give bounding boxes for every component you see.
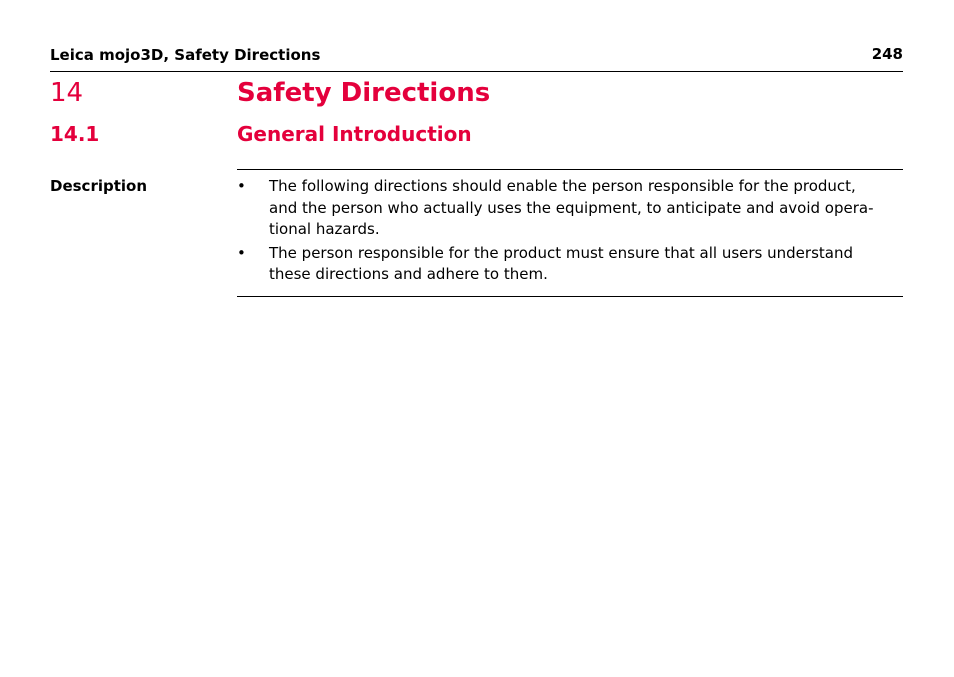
table-rule-top [237, 169, 903, 170]
section-title: General Introduction [237, 122, 472, 146]
table-rule-bottom [237, 296, 903, 297]
chapter-title: Safety Directions [237, 78, 491, 108]
chapter-number: 14 [50, 78, 84, 108]
page-number: 248 [871, 45, 903, 63]
bullet-text: The person responsible for the product must ensure that all users understand these directions and adhere to them. [269, 243, 853, 283]
list-item [237, 243, 903, 286]
bullet-icon: • [237, 243, 246, 262]
header-title: Leica mojo3D, Safety Directions [50, 46, 321, 64]
header-rule [50, 71, 903, 72]
bullet-icon: • [237, 177, 246, 195]
running-header [50, 45, 903, 71]
list-item [237, 176, 903, 241]
description-bullet-list [237, 176, 903, 288]
description-label: Description [50, 177, 148, 195]
section-number: 14.1 [50, 122, 100, 146]
bullet-text: The following directions should enable the person responsible for the product, and the person who actually uses the equipment, to anticipate and avoid opera- tional hazards. [269, 177, 874, 238]
